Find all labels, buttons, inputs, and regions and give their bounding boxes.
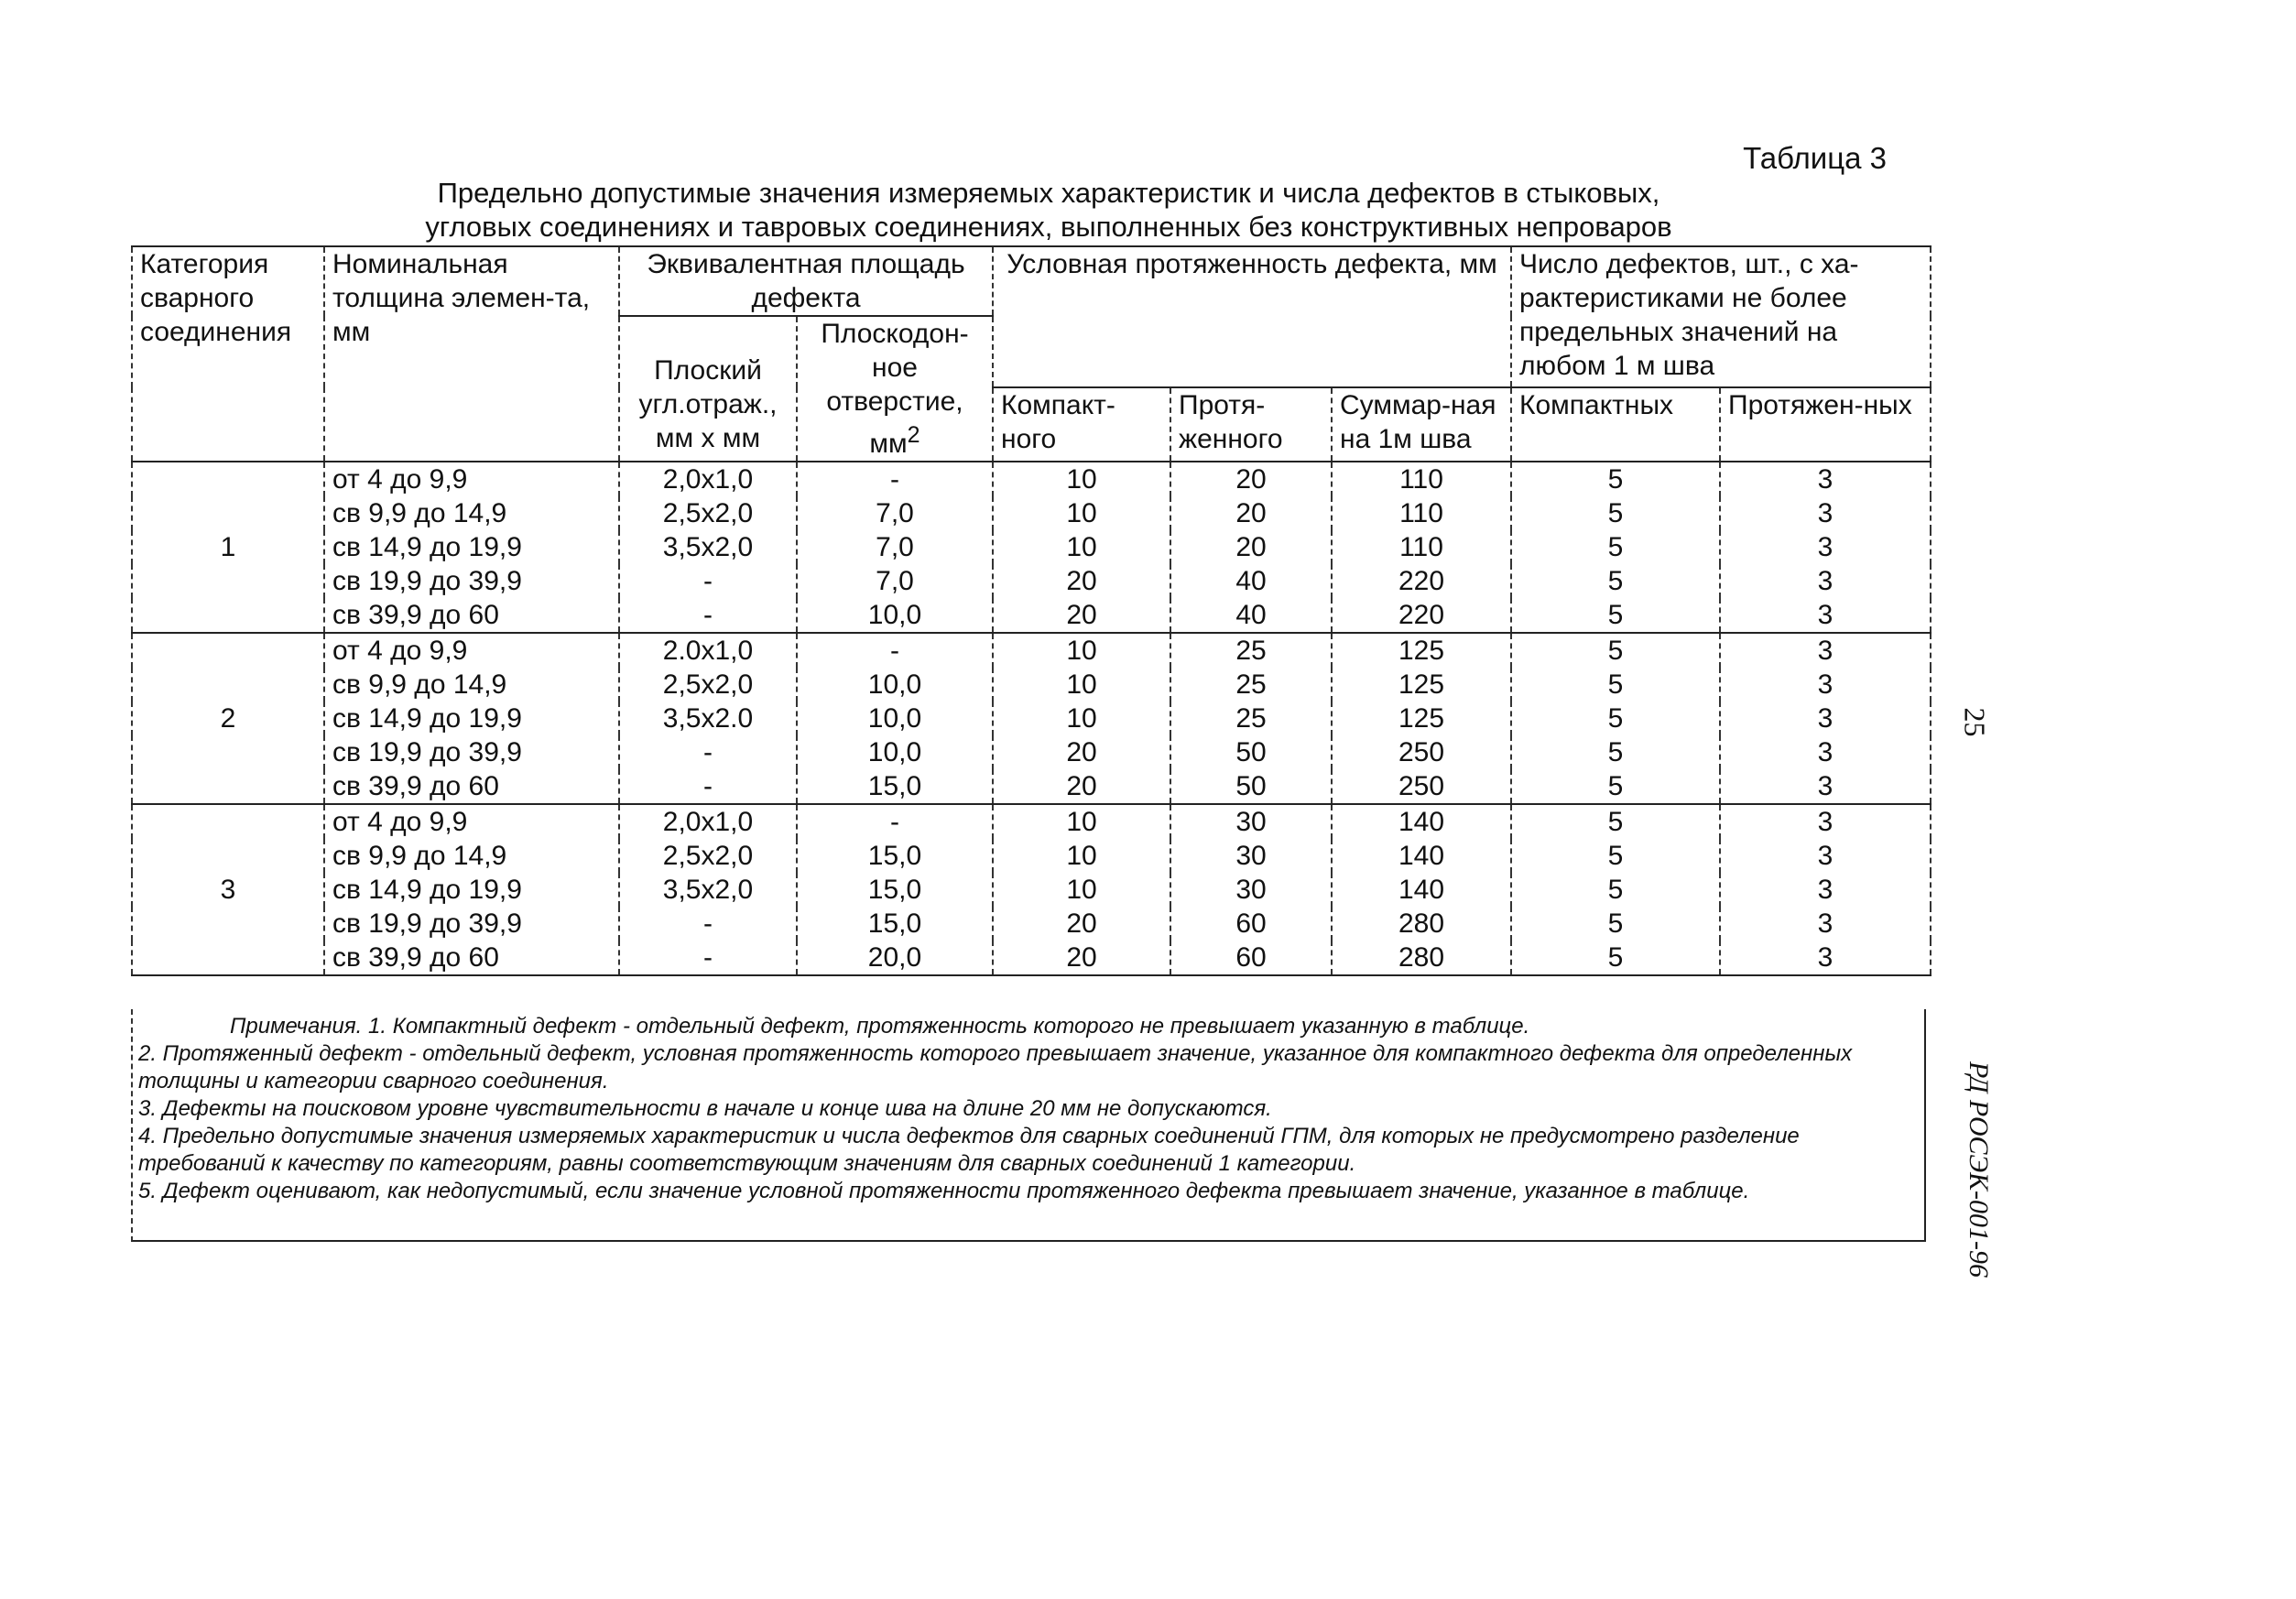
table-cell: 3	[1720, 941, 1931, 975]
table-cell: 5	[1511, 633, 1720, 668]
table-cell: св 9,9 до 14,9	[324, 839, 619, 873]
note-2: 2. Протяженный дефект - отдельный дефект, условная протяженность которого превышает значение, указанное для компактного дефекта для определенных толщины и категории сварного соединения.	[138, 1041, 1853, 1093]
table-cell: 5	[1511, 462, 1720, 496]
header-extended-count: Протяжен-ных	[1720, 387, 1931, 462]
table-cell: 125	[1332, 702, 1511, 735]
table-row	[132, 907, 1931, 941]
header-category: Категория сварного соединения	[132, 246, 324, 462]
table-row	[132, 769, 1931, 804]
table-cell: -	[797, 633, 993, 668]
header-flat-bottom	[797, 316, 993, 462]
table-cell: 30	[1170, 873, 1332, 907]
table-cell: 5	[1511, 496, 1720, 530]
table-cell: 10	[993, 496, 1170, 530]
table-cell: 15,0	[797, 873, 993, 907]
note-3: 3. Дефекты на поисковом уровне чувствительности в начале и конце шва на длине 20 мм не допускаются.	[138, 1096, 1272, 1121]
table-cell: 50	[1170, 735, 1332, 769]
table-cell: 5	[1511, 804, 1720, 839]
table-cell: -	[619, 735, 797, 769]
table-cell: 5	[1511, 668, 1720, 702]
table-row	[132, 598, 1931, 633]
category-cell: 2	[132, 633, 324, 804]
table-row	[132, 462, 1931, 496]
table-cell: св 39,9 до 60	[324, 598, 619, 633]
table-cell: 280	[1332, 907, 1511, 941]
table-cell: 5	[1511, 735, 1720, 769]
table-cell: 3	[1720, 702, 1931, 735]
table-cell: 5	[1511, 598, 1720, 633]
table-cell: св 14,9 до 19,9	[324, 530, 619, 564]
table-cell: 10	[993, 804, 1170, 839]
table-cell: 50	[1170, 769, 1332, 804]
table-cell: 10	[993, 702, 1170, 735]
table-cell: 5	[1511, 907, 1720, 941]
table-cell: 2,5х2,0	[619, 496, 797, 530]
table-row	[132, 702, 1931, 735]
table-title-line-2: угловых соединениях и тавровых соединениях, выполненных без конструктивных непроваров	[425, 211, 1672, 243]
category-cell: 1	[132, 462, 324, 633]
header-equiv-area: Эквивалентная площадь дефекта	[619, 246, 993, 316]
table-cell: от 4 до 9,9	[324, 804, 619, 839]
table-cell: 2,5х2,0	[619, 839, 797, 873]
table-cell: 3	[1720, 735, 1931, 769]
table-cell: 10,0	[797, 598, 993, 633]
table-cell: -	[619, 598, 797, 633]
table-cell: 20	[993, 941, 1170, 975]
table-cell: 25	[1170, 668, 1332, 702]
header-cond-length: Условная протяженность дефекта, мм	[993, 246, 1511, 387]
table-cell: 220	[1332, 564, 1511, 598]
table-title-line-1: Предельно допустимые значения измеряемых характеристик и числа дефектов в стыковых,	[437, 177, 1660, 209]
table-cell: 10,0	[797, 702, 993, 735]
table-cell: 3	[1720, 668, 1931, 702]
header-total-length: Суммар-ная на 1м шва	[1332, 387, 1511, 462]
table-cell: 7,0	[797, 564, 993, 598]
table-cell: 10	[993, 873, 1170, 907]
table-cell: св 14,9 до 19,9	[324, 873, 619, 907]
table-cell: 40	[1170, 564, 1332, 598]
table-cell: от 4 до 9,9	[324, 462, 619, 496]
table-cell: 7,0	[797, 496, 993, 530]
table-cell: 2.0х1,0	[619, 633, 797, 668]
header-defect-count: Число дефектов, шт., с ха-рактеристиками не более предельных значений на любом 1 м шва	[1511, 246, 1931, 387]
table-cell: св 9,9 до 14,9	[324, 668, 619, 702]
table-cell: 10	[993, 633, 1170, 668]
table-cell: 140	[1332, 873, 1511, 907]
table-cell: 5	[1511, 941, 1720, 975]
table-row	[132, 735, 1931, 769]
table-cell: от 4 до 9,9	[324, 633, 619, 668]
table-cell: 30	[1170, 839, 1332, 873]
table-cell: 250	[1332, 769, 1511, 804]
document-code: РД РОСЭК-001-96	[1964, 1061, 1994, 1278]
table-cell: 20	[1170, 462, 1332, 496]
table-cell: 7,0	[797, 530, 993, 564]
table-cell: 250	[1332, 735, 1511, 769]
table-row	[132, 496, 1931, 530]
table-cell: 25	[1170, 633, 1332, 668]
table-cell: 40	[1170, 598, 1332, 633]
table-cell: 140	[1332, 839, 1511, 873]
table-cell: -	[619, 907, 797, 941]
table-cell: 20	[993, 598, 1170, 633]
table-cell: св 19,9 до 39,9	[324, 907, 619, 941]
table-cell: 20	[1170, 530, 1332, 564]
table-cell: 125	[1332, 668, 1511, 702]
table-cell: 10	[993, 462, 1170, 496]
table-cell: 3	[1720, 598, 1931, 633]
header-extended-length: Протя-женного	[1170, 387, 1332, 462]
table-cell: -	[797, 462, 993, 496]
table-row	[132, 839, 1931, 873]
header-flat-reflector: Плоский угл.отраж., мм х мм	[619, 316, 797, 462]
page-number: 25	[1958, 707, 1992, 737]
table-cell: -	[619, 769, 797, 804]
table-row	[132, 941, 1931, 975]
table-cell: 3,5х2,0	[619, 873, 797, 907]
table-row	[132, 564, 1931, 598]
table-cell: 15,0	[797, 907, 993, 941]
table-cell: 125	[1332, 633, 1511, 668]
header-thickness: Номинальная толщина элемен-та, мм	[324, 246, 619, 462]
table-label: Таблица 3	[1743, 141, 1887, 175]
table-cell: -	[797, 804, 993, 839]
table-cell: св 19,9 до 39,9	[324, 564, 619, 598]
table-cell: 15,0	[797, 769, 993, 804]
table-cell: 2,0х1,0	[619, 804, 797, 839]
table-cell: 10,0	[797, 668, 993, 702]
table-cell: 2,0х1,0	[619, 462, 797, 496]
table-row	[132, 633, 1931, 668]
table-cell: 15,0	[797, 839, 993, 873]
table-cell: 5	[1511, 839, 1720, 873]
table-cell: 5	[1511, 564, 1720, 598]
table-cell: 220	[1332, 598, 1511, 633]
table-cell: 25	[1170, 702, 1332, 735]
header-flat-bottom-text: Плоскодон-ное отверстие, мм	[821, 319, 969, 459]
table-cell: 3	[1720, 873, 1931, 907]
table-cell: 3,5х2,0	[619, 530, 797, 564]
table-row	[132, 873, 1931, 907]
header-compact-length: Компакт-ного	[993, 387, 1170, 462]
table-cell: 3	[1720, 769, 1931, 804]
table-title	[385, 176, 1713, 244]
table-cell: -	[619, 941, 797, 975]
table-cell: 20	[993, 769, 1170, 804]
header-compact-count: Компактных	[1511, 387, 1720, 462]
table-cell: 3	[1720, 839, 1931, 873]
notes-section	[131, 1009, 1926, 1242]
table-cell: 20	[993, 564, 1170, 598]
table-row	[132, 804, 1931, 839]
table-body	[132, 462, 1931, 975]
table-cell: 110	[1332, 462, 1511, 496]
table-cell: 3	[1720, 633, 1931, 668]
table-cell: 3	[1720, 462, 1931, 496]
table-cell: 3	[1720, 907, 1931, 941]
table-cell: 3,5х2.0	[619, 702, 797, 735]
header-flat-bottom-sup: 2	[907, 422, 920, 448]
table-cell: 20,0	[797, 941, 993, 975]
table-cell: 5	[1511, 530, 1720, 564]
table-cell: 20	[993, 735, 1170, 769]
table-cell: 30	[1170, 804, 1332, 839]
table-cell: св 14,9 до 19,9	[324, 702, 619, 735]
table-cell: 110	[1332, 496, 1511, 530]
limits-table	[131, 245, 1931, 976]
table-cell: 60	[1170, 907, 1332, 941]
table-cell: 10	[993, 668, 1170, 702]
table-cell: 2,5х2,0	[619, 668, 797, 702]
note-4: 4. Предельно допустимые значения измеряемых характеристик и числа дефектов для сварных соединений ГПМ, для которых не предусмотрено разделение требований к качеству по категориям, равны соответствующим значениям для сварных соединений 1 категории.	[138, 1124, 1800, 1176]
table-cell: 5	[1511, 702, 1720, 735]
note-5: 5. Дефект оценивают, как недопустимый, если значение условной протяженности протяженного дефекта превышает значение, указанное в таблице.	[138, 1179, 1750, 1203]
table-cell: 5	[1511, 769, 1720, 804]
table-cell: св 39,9 до 60	[324, 769, 619, 804]
table-cell: 5	[1511, 873, 1720, 907]
table-cell: св 39,9 до 60	[324, 941, 619, 975]
table-cell: 3	[1720, 804, 1931, 839]
table-cell: 10,0	[797, 735, 993, 769]
table-cell: 60	[1170, 941, 1332, 975]
table-cell: 110	[1332, 530, 1511, 564]
table-row	[132, 530, 1931, 564]
table-cell: -	[619, 564, 797, 598]
table-cell: 10	[993, 839, 1170, 873]
category-cell: 3	[132, 804, 324, 975]
table-cell: 3	[1720, 530, 1931, 564]
table-cell: св 19,9 до 39,9	[324, 735, 619, 769]
table-cell: 3	[1720, 496, 1931, 530]
table-cell: 140	[1332, 804, 1511, 839]
table-cell: 20	[993, 907, 1170, 941]
table-cell: 20	[1170, 496, 1332, 530]
table-cell: св 9,9 до 14,9	[324, 496, 619, 530]
table-cell: 10	[993, 530, 1170, 564]
table-cell: 280	[1332, 941, 1511, 975]
note-1: Примечания. 1. Компактный дефект - отдельный дефект, протяженность которого не превышает указанную в таблице.	[230, 1014, 1530, 1039]
table-cell: 3	[1720, 564, 1931, 598]
table-row	[132, 668, 1931, 702]
